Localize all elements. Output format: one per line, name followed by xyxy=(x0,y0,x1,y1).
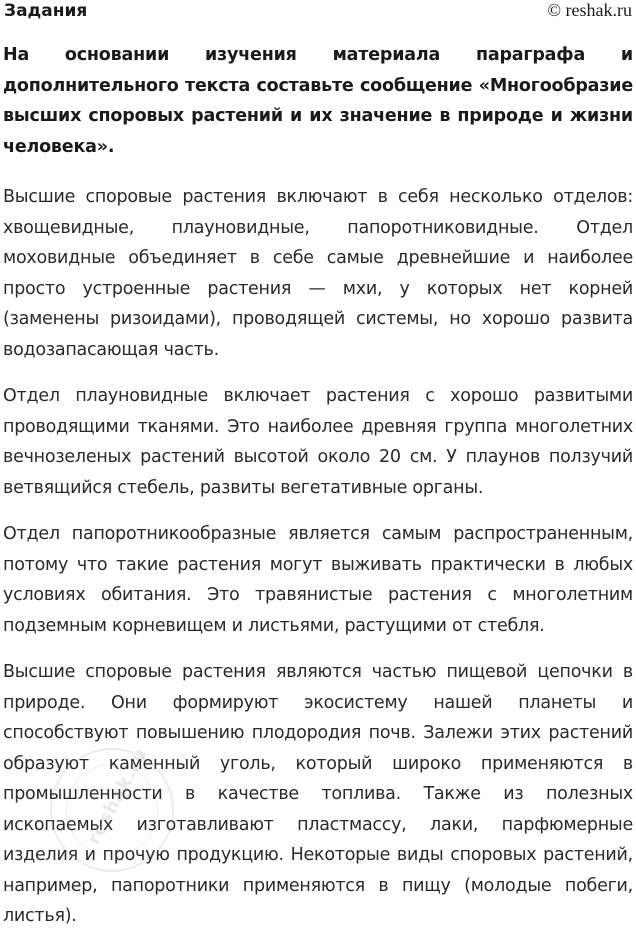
section-title: Задания xyxy=(4,1,88,21)
answer-paragraph: Отдел папоротникообразные является самым распространенным, потому что такие растения могут выживать практически в любых условиях обитания. Это травянистые растения с многолетним подземным корневищем и листьями, растущими от стебля. xyxy=(3,524,633,636)
task-statement: На основании изучения материала параграфа и дополнительного текста составьте сообщение «Многообразие высших споровых растений и их значение в природе и жизни человека». xyxy=(3,45,633,157)
watermark-stamp-text: reshak.ru xyxy=(83,744,152,849)
answer-paragraph: Высшие споровые растения являются частью пищевой цепочки в природе. Они формируют экосистему нашей планеты и способствуют повышению плодородия почв. Залежи этих растений образуют каменный уголь, который широко применяются в промышленности в качестве топлива. Также из полезных ископаемых изготавливают пластмассу, лаки, парфюмерные изделия и прочую продукцию. Некоторые виды споровых растений, например, папоротники применяются в пищу (молодые побеги, листья). xyxy=(3,662,633,926)
answer-paragraph: Высшие споровые растения включают в себя несколько отделов: хвощевидные, плауновидные, папоротниковидные. Отдел моховидные объединяет в себе самые древнейшие и наиболее просто устроенные растения — мхи, у которых нет корней (заменены ризоидами), проводящей системы, но хорошо развита водозапасающая часть. xyxy=(3,187,633,360)
site-copyright: © reshak.ru xyxy=(547,0,632,20)
header xyxy=(3,0,633,26)
answer-text xyxy=(3,182,633,932)
answer-paragraph: Отдел плауновидные включает растения с хорошо развитыми проводящими тканями. Это наиболее древняя группа многолетних вечнозеленых растений высотой около 20 см. У плаунов ползучий ветвящийся стебель, развиты вегетативные органы. xyxy=(3,386,633,498)
